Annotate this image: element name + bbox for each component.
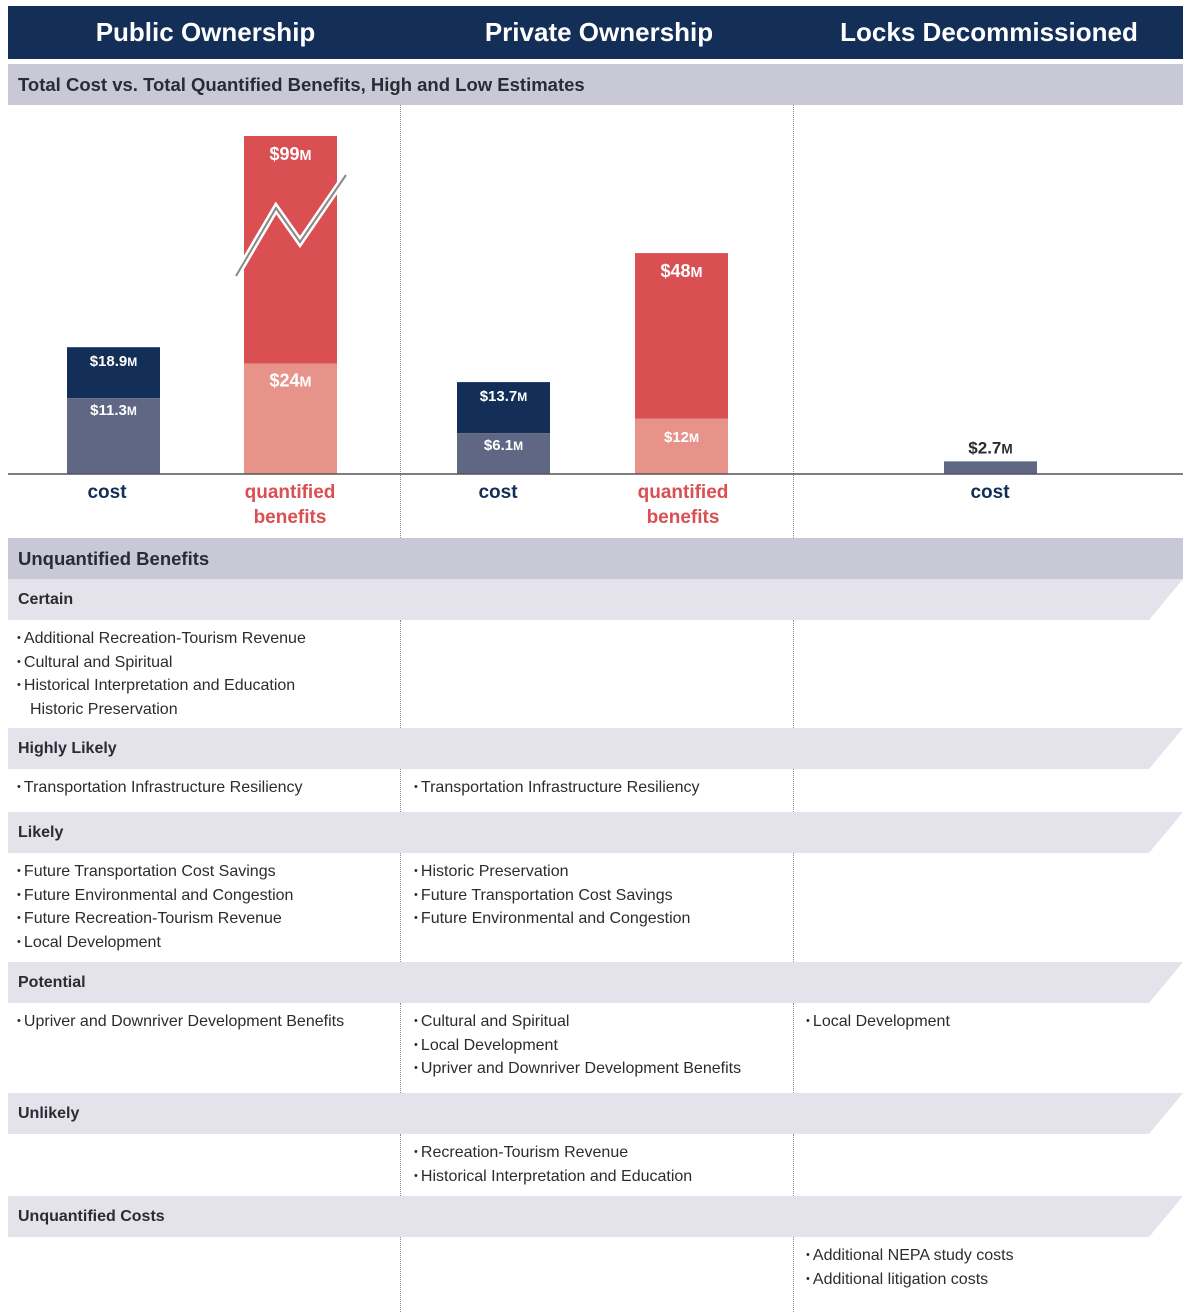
- category-title: Unquantified Costs: [18, 1208, 165, 1225]
- category-title: Certain: [18, 591, 74, 608]
- band-corner-notch: [1149, 579, 1183, 620]
- column-divider-2: [793, 620, 794, 728]
- category-label-cost: cost: [970, 482, 1010, 503]
- band-corner-notch: [1149, 1093, 1183, 1134]
- column-divider-1: [400, 1134, 401, 1196]
- benefit-list-decommissioned: [806, 1011, 950, 1035]
- unquantified-benefits-title: Unquantified Benefits: [18, 548, 210, 569]
- category-title: Potential: [18, 974, 86, 991]
- column-divider-1: [400, 1003, 401, 1093]
- band-corner-notch: [1149, 962, 1183, 1003]
- benefit-list-private: [414, 1011, 741, 1082]
- category-band: [8, 962, 1183, 1003]
- column-title-public: Public Ownership: [95, 17, 316, 47]
- label-public-benefits-high: $99M: [269, 144, 312, 164]
- category-label-benefits-line1: quantified: [244, 482, 336, 503]
- category-label-benefits-line2: benefits: [253, 507, 327, 528]
- list-item-continuation: Historic Preservation: [30, 700, 178, 718]
- benefit-list-decommissioned: [806, 1245, 1014, 1292]
- benefit-list-public: [17, 628, 306, 722]
- benefit-list-public: [17, 777, 303, 801]
- list-item: • Local Development: [806, 1011, 950, 1035]
- category-label-benefits-line1: quantified: [637, 482, 729, 503]
- column-divider-2: [793, 1003, 794, 1093]
- label-private-cost-high: $13.7M: [479, 388, 528, 406]
- list-item: • Upriver and Downriver Development Benefits: [414, 1058, 741, 1082]
- label-public-cost-high: $18.9M: [89, 353, 138, 371]
- column-divider-1: [400, 853, 401, 962]
- column-divider-2: [793, 769, 794, 812]
- column-divider-1: [400, 1237, 401, 1312]
- band-corner-notch: [1149, 812, 1183, 853]
- category-band: [8, 1196, 1183, 1237]
- category-label-cost: cost: [87, 482, 127, 503]
- list-item: • Future Transportation Cost Savings: [414, 885, 690, 909]
- benefit-list-public: [17, 1011, 344, 1035]
- category-band: [8, 1093, 1183, 1134]
- chart-section-title: Total Cost vs. Total Quantified Benefits, High and Low Estimates: [18, 74, 585, 95]
- list-item: • Historical Interpretation and Education: [414, 1166, 692, 1190]
- list-item: • Future Environmental and Congestion: [414, 908, 690, 932]
- list-item: • Upriver and Downriver Development Benefits: [17, 1011, 344, 1035]
- label-private-benefits-high: $48M: [660, 261, 703, 282]
- list-item: • Future Transportation Cost Savings: [17, 861, 293, 885]
- column-divider-2: [793, 853, 794, 962]
- label-public-benefits-low: $24M: [269, 370, 312, 391]
- list-item: • Future Environmental and Congestion: [17, 885, 293, 909]
- column-divider-1: [400, 769, 401, 812]
- benefit-list-private: [414, 861, 690, 932]
- list-item: • Transportation Infrastructure Resiliency: [17, 777, 303, 801]
- label-decommissioned-cost: $2.7M: [968, 438, 1013, 458]
- column-divider-1: [400, 620, 401, 728]
- category-band: [8, 728, 1183, 769]
- list-item: • Additional Recreation-Tourism Revenue: [17, 628, 306, 652]
- category-band: [8, 579, 1183, 620]
- cost-benefit-chart: [0, 0, 1183, 540]
- label-public-cost-low: $11.3M: [90, 402, 137, 420]
- bar-public-benefits-high: [244, 136, 337, 364]
- benefit-list-private: [414, 1142, 692, 1189]
- list-item: • Recreation-Tourism Revenue: [414, 1142, 692, 1166]
- list-item: • Local Development: [17, 932, 293, 956]
- column-title-private: Private Ownership: [484, 17, 714, 47]
- list-item: • Historic Preservation: [414, 861, 690, 885]
- list-item: • Future Recreation-Tourism Revenue: [17, 908, 293, 932]
- list-item: • Local Development: [414, 1035, 741, 1059]
- category-title: Unlikely: [18, 1105, 80, 1122]
- bar-decommissioned-cost: [944, 461, 1037, 474]
- list-item: • Additional NEPA study costs: [806, 1245, 1014, 1269]
- list-item: • Cultural and Spiritual: [414, 1011, 741, 1035]
- category-band: [8, 812, 1183, 853]
- band-corner-notch: [1149, 1196, 1183, 1237]
- list-item: • Historical Interpretation and Education: [17, 675, 306, 699]
- benefit-list-private: [414, 777, 700, 801]
- column-title-decommissioned: Locks Decommissioned: [840, 17, 1138, 47]
- category-label-benefits-line2: benefits: [646, 507, 720, 528]
- unquantified-benefits-band: [8, 538, 1183, 579]
- bar-private-benefits-low: [635, 419, 728, 474]
- band-corner-notch: [1149, 728, 1183, 769]
- list-item: • Cultural and Spiritual: [17, 652, 306, 676]
- label-private-cost-low: $6.1M: [483, 437, 524, 455]
- category-label-cost: cost: [478, 482, 518, 503]
- column-divider-2: [793, 1134, 794, 1196]
- category-title: Highly Likely: [18, 740, 117, 757]
- benefit-list-public: [17, 861, 293, 955]
- label-private-benefits-low: $12M: [663, 428, 700, 446]
- list-item: • Additional litigation costs: [806, 1269, 1014, 1293]
- column-divider-2: [793, 1237, 794, 1312]
- list-item: • Transportation Infrastructure Resiliency: [414, 777, 700, 801]
- category-title: Likely: [18, 824, 64, 841]
